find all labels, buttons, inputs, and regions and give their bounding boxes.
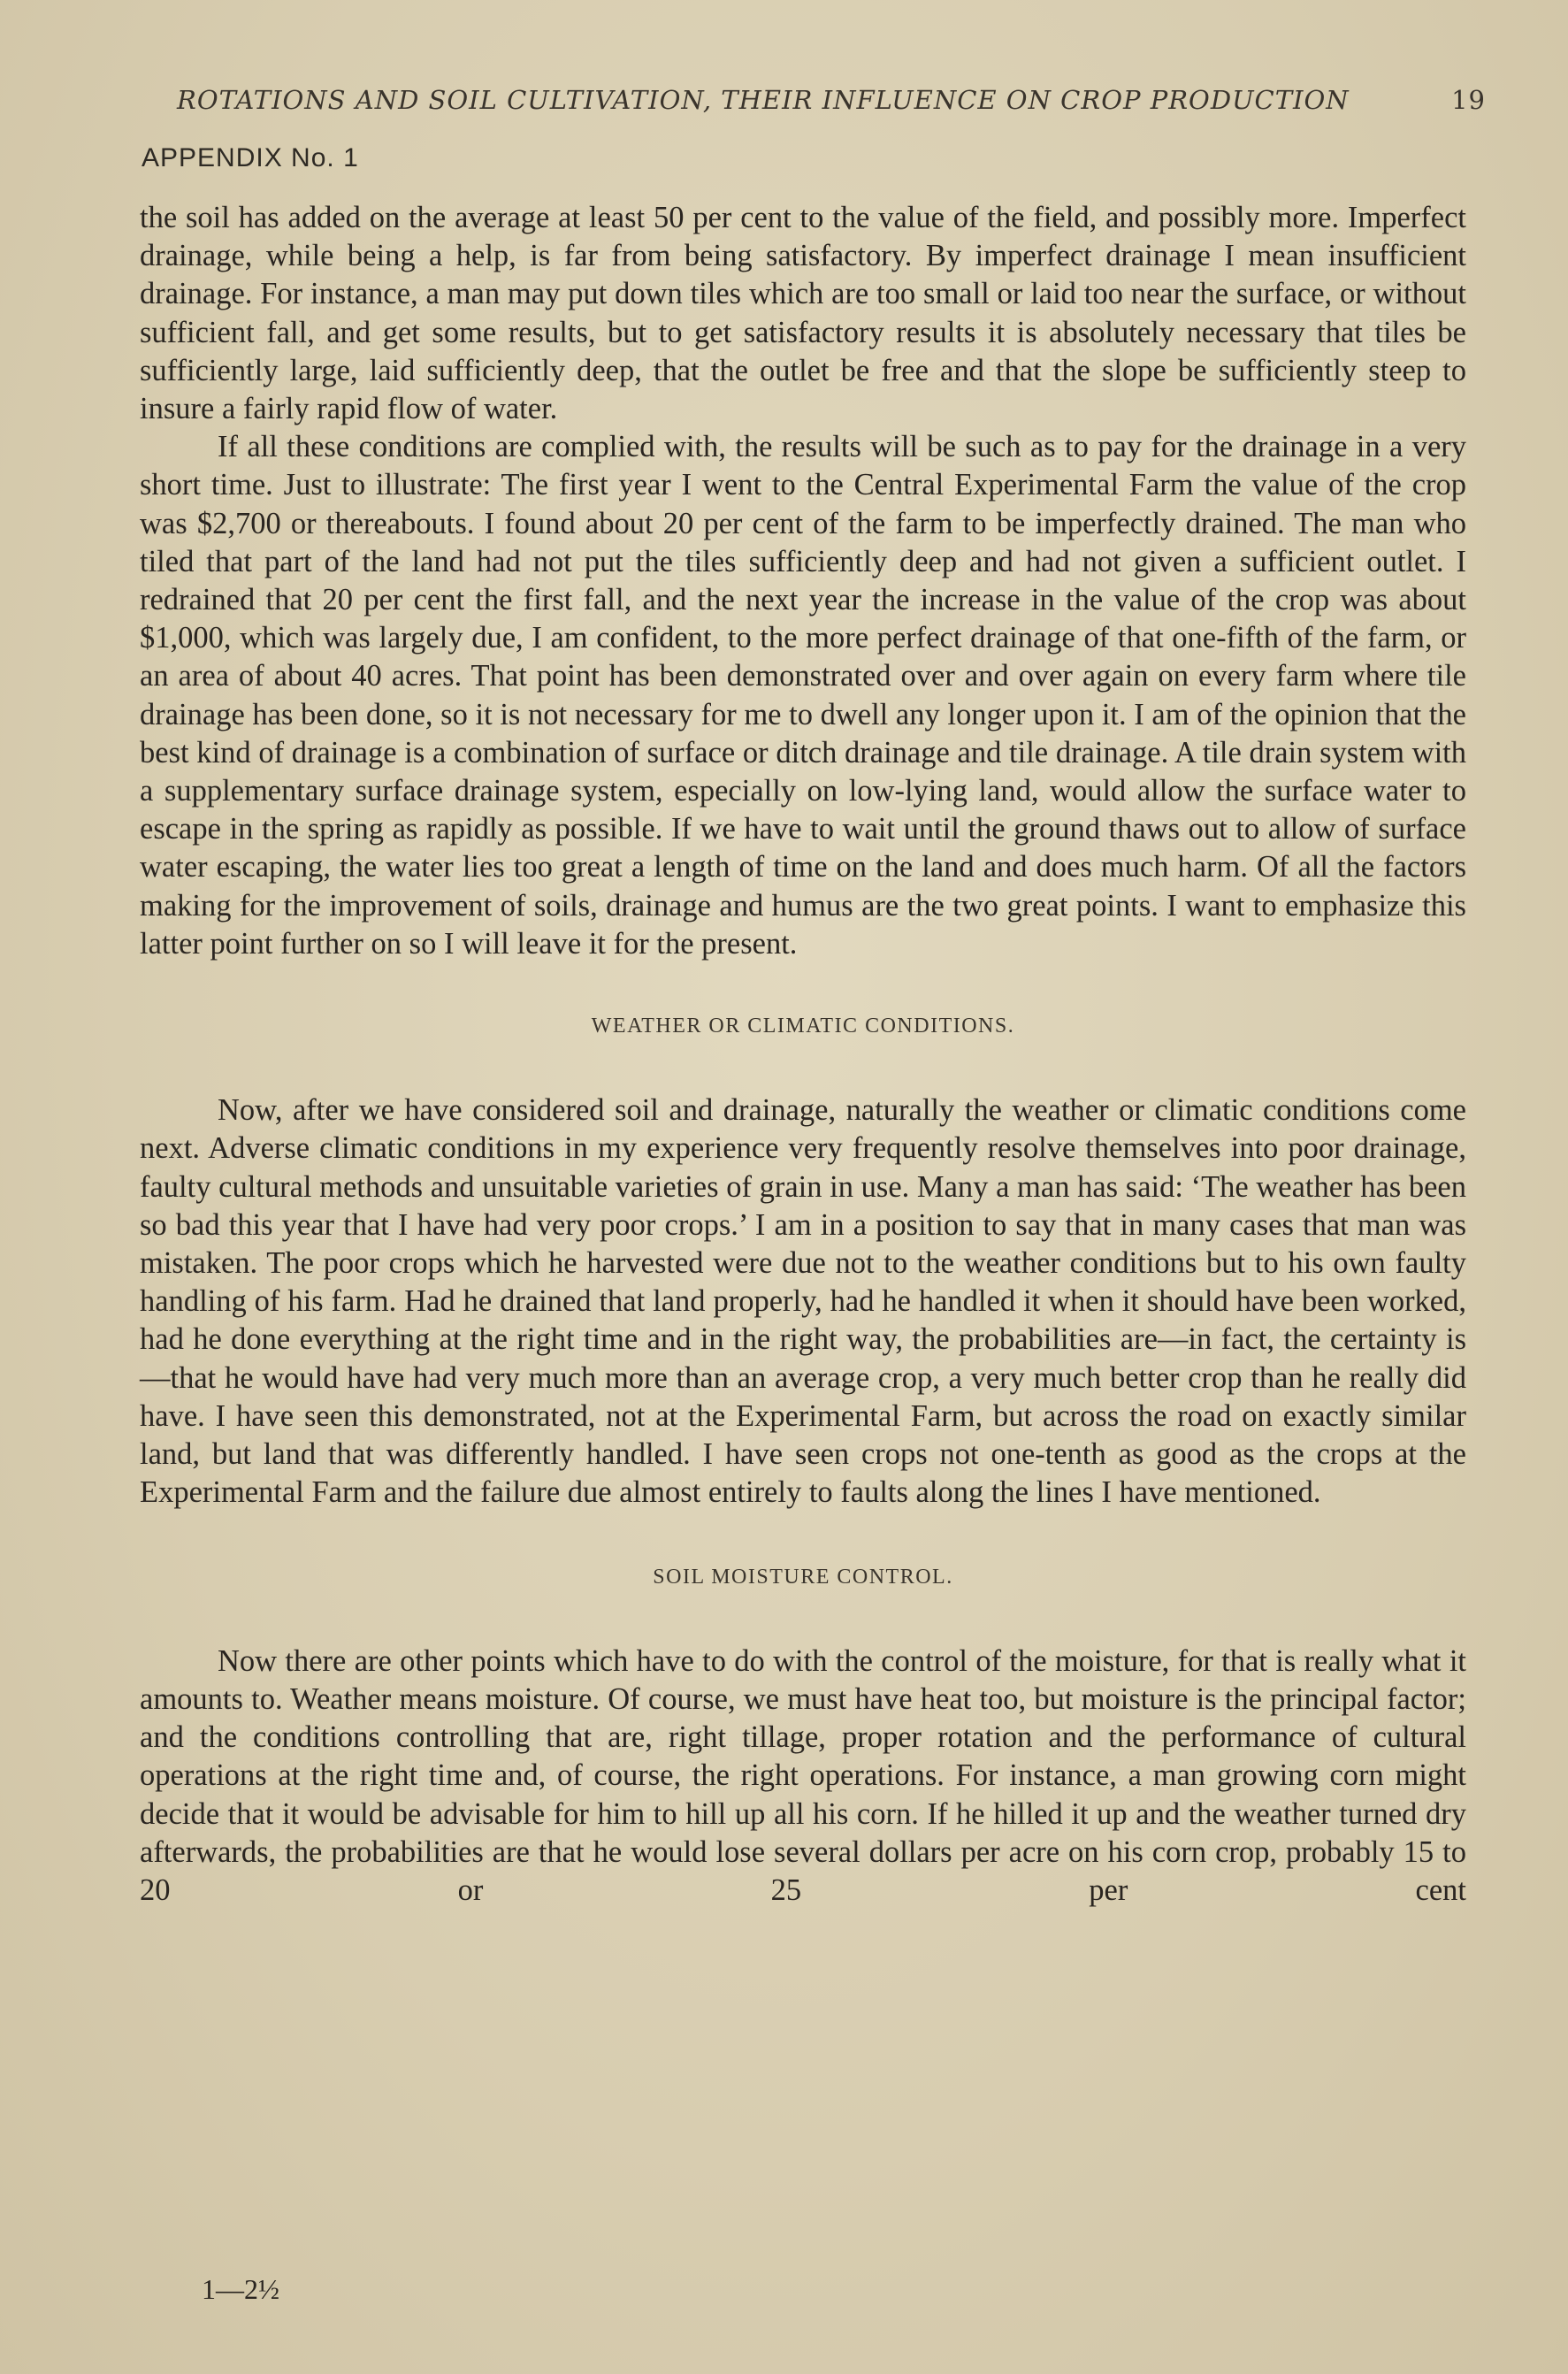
running-head-title: ROTATIONS AND SOIL CULTIVATION, THEIR INFLUENCE ON CROP PRODUCTION: [177, 85, 1350, 115]
paragraph-moisture: Now there are other points which have to do with the control of the moisture, for that is really what it amounts to. Weather means moisture. Of course, we must have heat too, but moisture is the principal factor; and the conditions controlling that are, right tillage, proper rotation and the performance of cultural operations at the right time and, of course, the right operations. For instance, a man growing corn might decide that it would be advisable for him to hill up all his corn. If he hilled it up and the weather turned dry afterwards, the probabilities are that he would lose several dollars per acre on his corn crop, probably 15 to 20 or 25 per cent: [140, 1643, 1466, 1907]
paragraph-drainage-continued: the soil has added on the average at least 50 per cent to the value of the field, and possibly more. Imperfect drainage, while being a help, is far from being satisfactory. By imperfect drainage I mean insufficient drainage. For instance, a man may put down tiles which are too small or laid too near the surface, or without sufficient fall, and get some results, but to get satisfactory results it is absolutely necessary that tiles be sufficiently large, laid sufficiently deep, that the outlet be free and that the slope be sufficiently steep to insure a fairly rapid flow of water.: [140, 201, 1466, 426]
appendix-label: APPENDIX No. 1: [142, 143, 359, 172]
signature-mark: 1—2½: [202, 2273, 279, 2305]
paragraph-weather: Now, after we have considered soil and drainage, naturally the weather or climatic conditions come next. Adverse climatic conditions in my experience very frequently resolve themselves into poor drainage, faulty cultural methods and unsuitable varieties of grain in use. Many a man has said: ‘The weather has been so bad this year that I have had very poor crops.’ I am in a position to say that in many cases that man was mistaken. The poor crops which he harvested were due not to the weather conditions but to his own faulty handling of his farm. Had he drained that land properly, had he handled it when it should have been worked, had he done everything at the right time and in the right way, the probabilities are—in fact, the certainty is—that he would have had very much more than an average crop, a very much better crop than he really did have. I have seen this demonstrated, not at the Experimental Farm, but across the road on exactly similar land, but land that was differently handled. I have seen crops not one-tenth as good as the crops at the Experimental Farm and the failure due almost entirely to faults along the lines I have mentioned.: [140, 1093, 1466, 1510]
paragraph-drainage-results: If all these conditions are complied with, the results will be such as to pay for the drainage in a very short time. Just to illustrate: The first year I went to the Central Experimental Farm the value of the crop was $2,700 or thereabouts. I found about 20 per cent of the farm to be imperfectly drained. The man who tiled that part of the land had not put the tiles sufficiently deep and had not given a sufficient outlet. I redrained that 20 per cent the first fall, and the next year the increase in the value of the crop was about $1,000, which was largely due, I am confident, to the more perfect drainage of that one-fifth of the farm, or an area of about 40 acres. That point has been demonstrated over and over again on every farm where tile drainage has been done, so it is not necessary for me to dwell any longer upon it. I am of the opinion that the best kind of drainage is a combination of surface or ditch drainage and tile drainage. A tile drain system with a supplementary surface drainage system, especially on low-lying land, would allow the surface water to escape in the spring as rapidly as possible. If we have to wait until the ground thaws out to allow of surface water escaping, the water lies too great a length of time on the land and does much harm. Of all the factors making for the improvement of soils, drainage and humus are the two great points. I want to emphasize this latter point further on so I will leave it for the present.: [140, 430, 1466, 961]
running-head: [177, 85, 1486, 115]
section-heading-weather: WEATHER OR CLIMATIC CONDITIONS.: [591, 1015, 1015, 1038]
page-number: 19: [1451, 85, 1486, 115]
section-heading-moisture: SOIL MOISTURE CONTROL.: [653, 1565, 953, 1589]
body-text: [140, 199, 1466, 1910]
